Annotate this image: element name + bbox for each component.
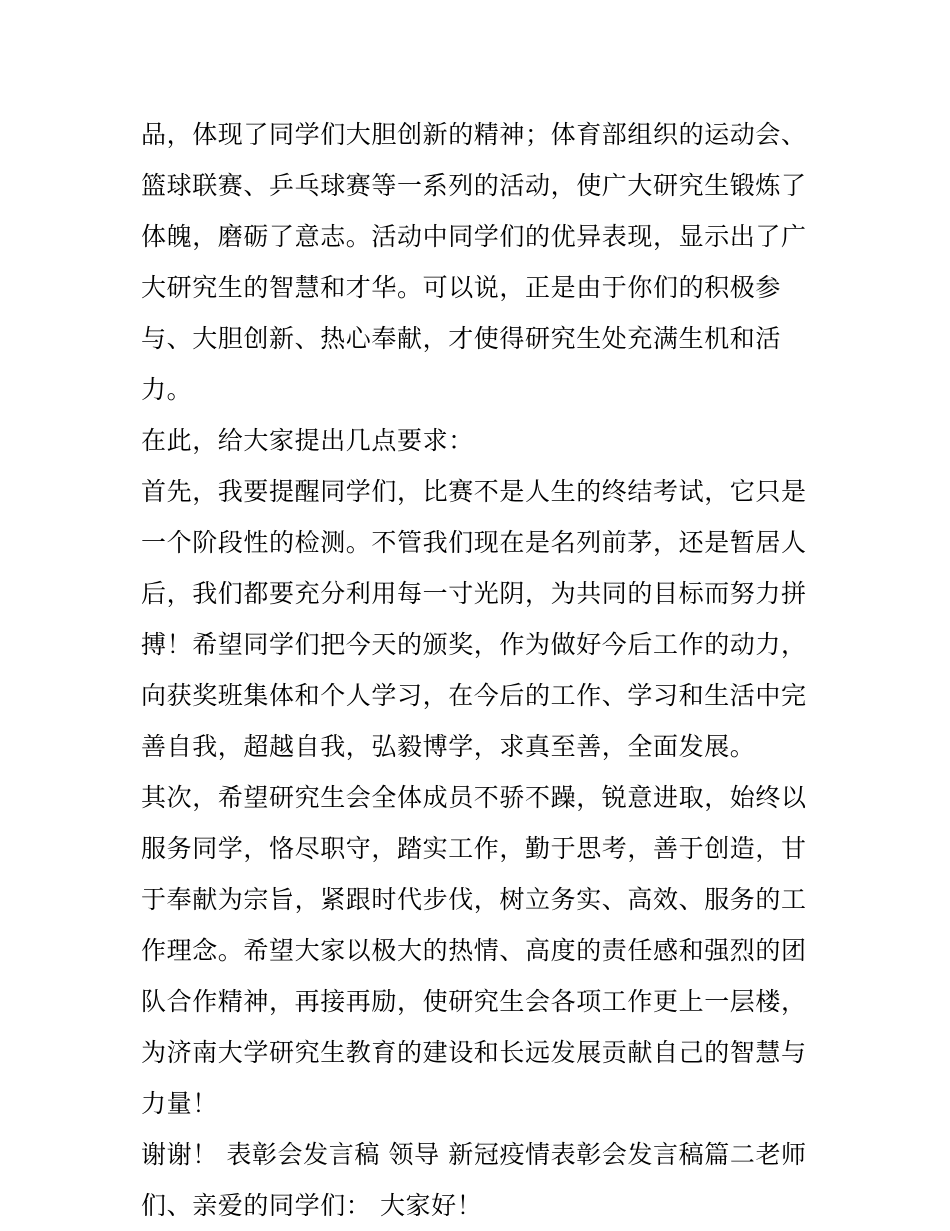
paragraph-second-requirement: 其次，希望研究生会全体成员不骄不躁，锐意进取，始终以服务同学，恪尽职守，踏实工作，勤于思考，善于创造，甘于奉献为宗旨，紧跟时代步伐，树立务实、高效、服务的工作理念。希望大家以极大的热情、高度的责任感和强烈的团队合作精神，再接再励，使研究生会各项工作更上一层楼，为济南大学研究生教育的建设和长远发展贡献自己的智慧与力量！ bbox=[141, 783, 807, 1118]
paragraph-activities-summary: 品，体现了同学们大胆创新的精神；体育部组织的运动会、篮球联赛、乒乓球赛等一系列的活动，使广大研究生锻炼了体魄，磨砺了意志。活动中同学们的优异表现，显示出了广大研究生的智慧和才华。可以说，正是由于你们的积极参与、大胆创新、热心奉献，才使得研究生处充满生机和活力。 bbox=[141, 120, 807, 404]
document-body bbox=[141, 109, 821, 1231]
paragraph-closing-and-next-speech: 谢谢！ 表彰会发言稿 领导 新冠疫情表彰会发言稿篇二老师们、亲爱的同学们： 大家好！ bbox=[141, 1140, 807, 1220]
paragraph-requirements-intro: 在此，给大家提出几点要求： bbox=[141, 426, 474, 455]
paragraph-first-requirement: 首先，我要提醒同学们，比赛不是人生的终结考试，它只是一个阶段性的检测。不管我们现在是名列前茅，还是暂居人后，我们都要充分利用每一寸光阴，为共同的目标而努力拼搏！希望同学们把今天的颁奖，作为做好今后工作的动力，向获奖班集体和个人学习，在今后的工作、学习和生活中完善自我，超越自我，弘毅博学，求真至善，全面发展。 bbox=[141, 477, 807, 761]
